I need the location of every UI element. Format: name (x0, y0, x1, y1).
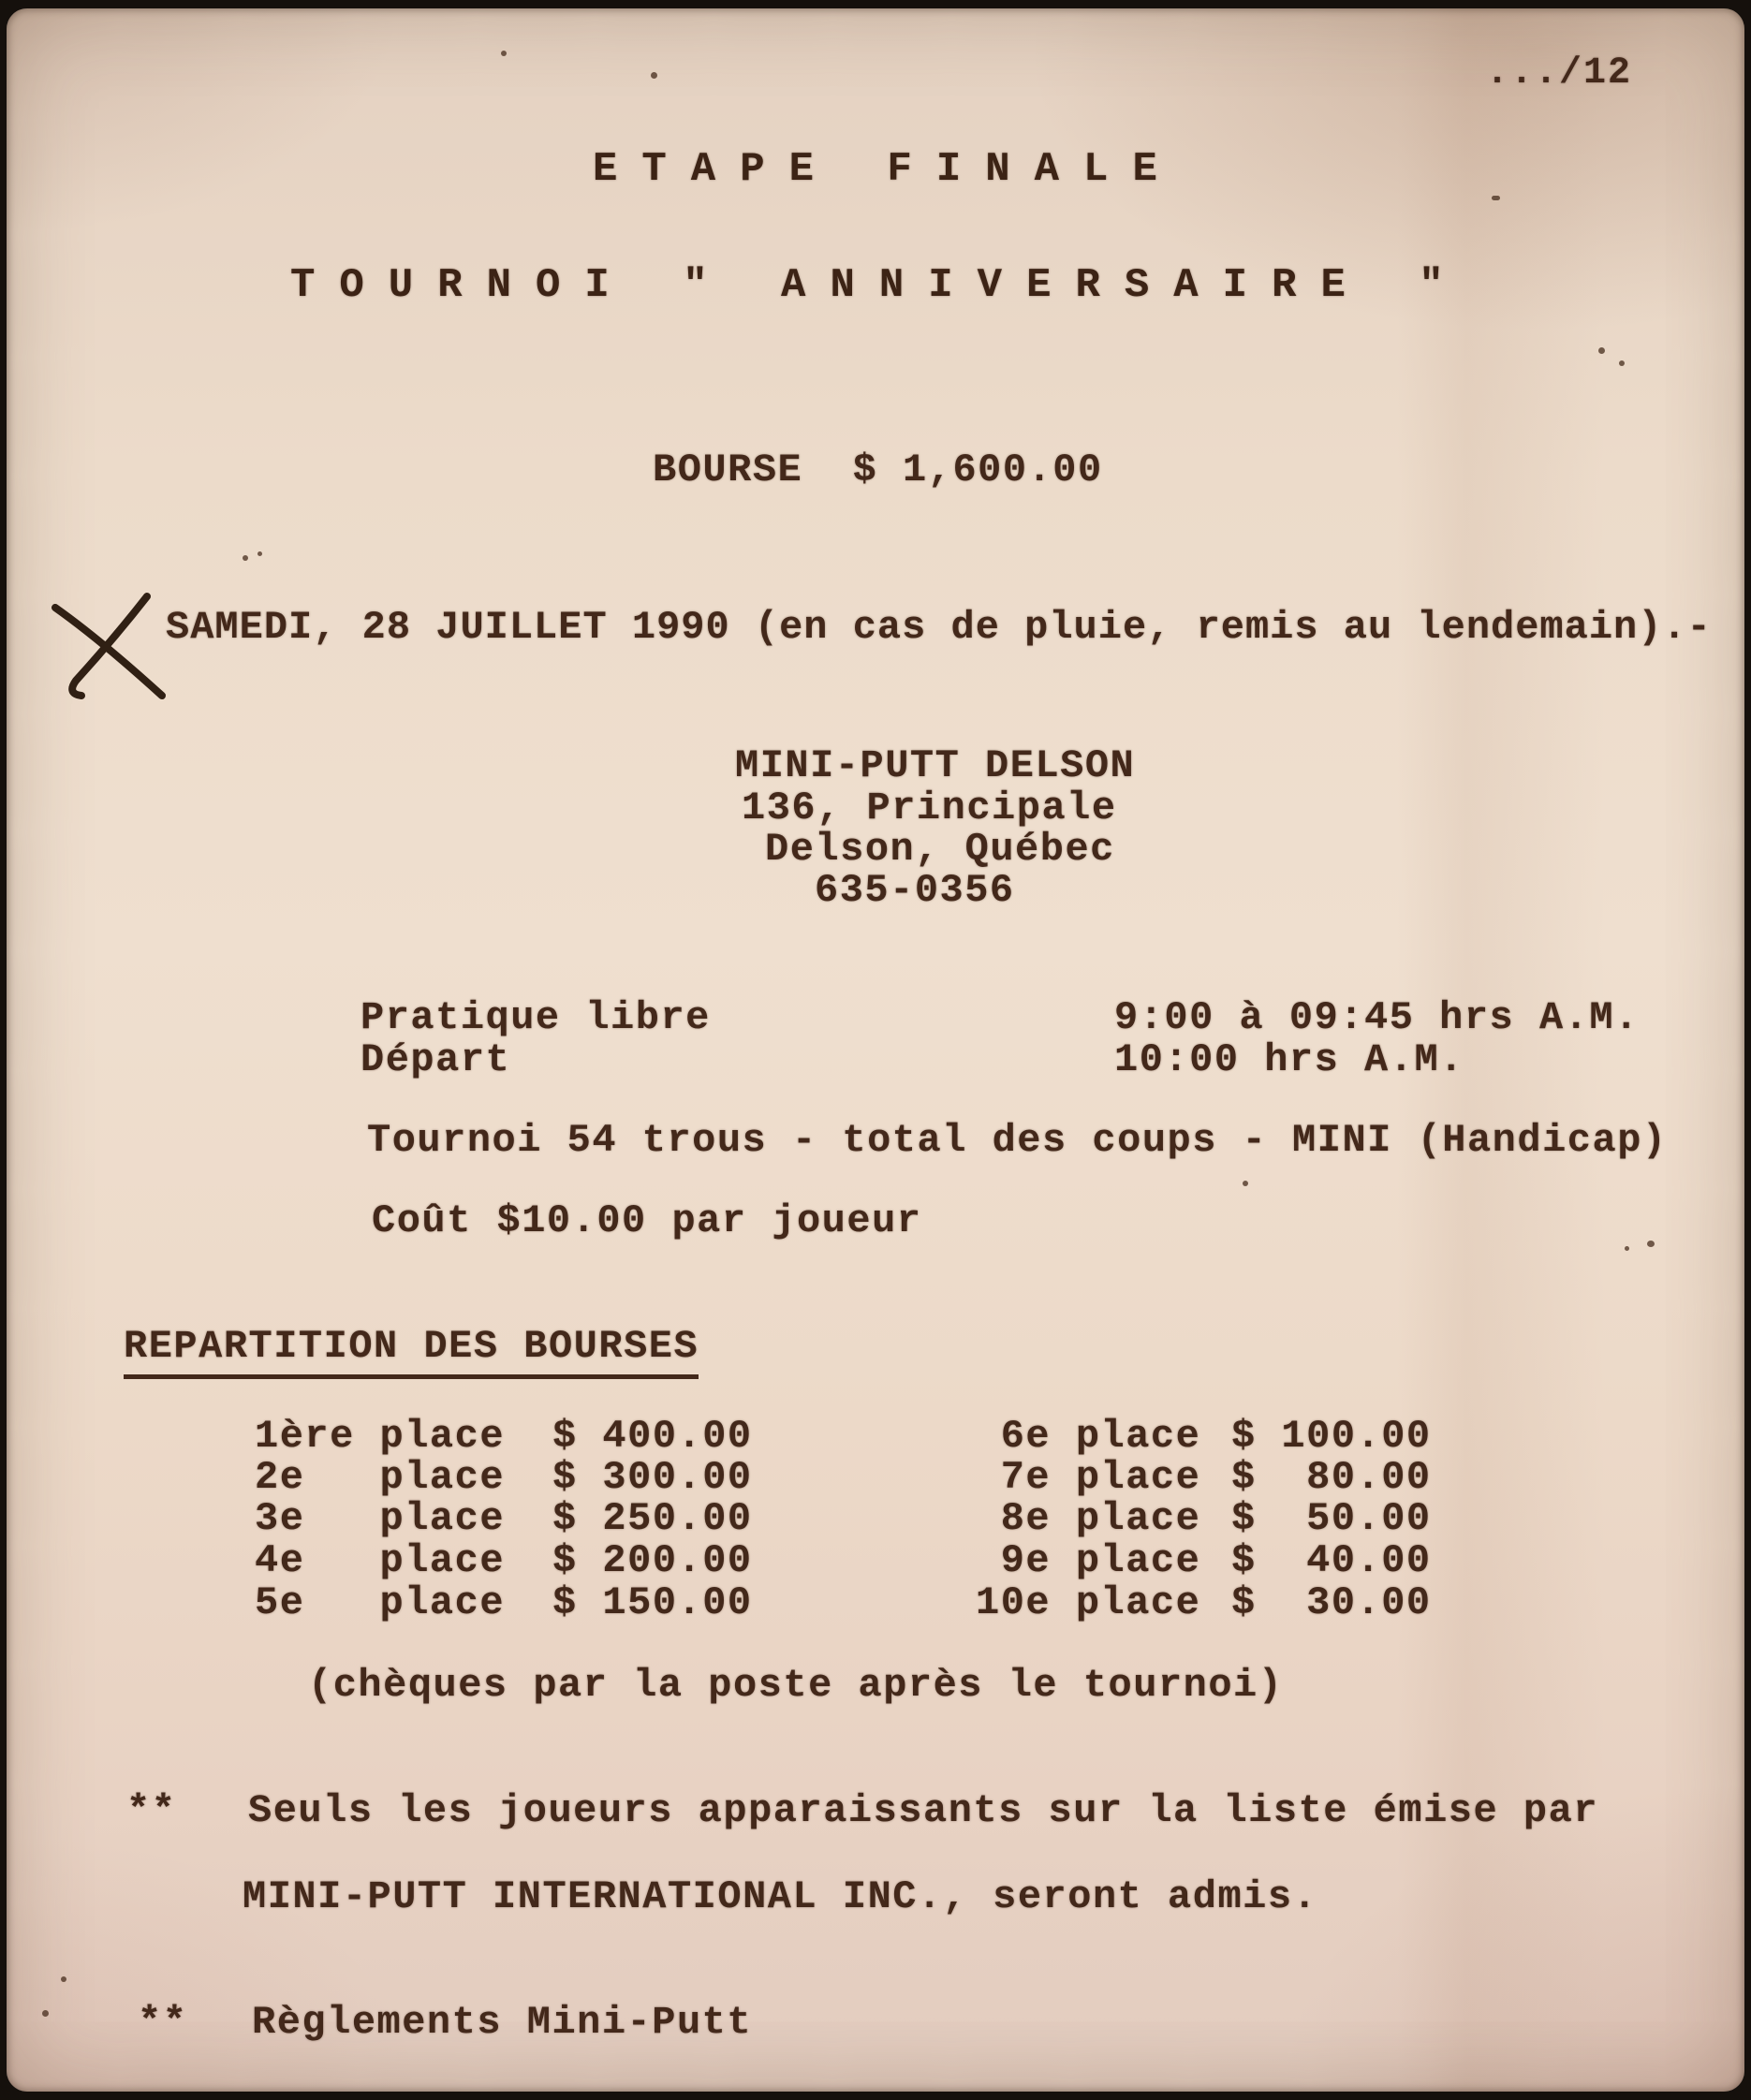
purse-line: BOURSE $ 1,600.00 (653, 448, 1103, 492)
scan-speck (1598, 347, 1605, 354)
prize-amount: $ 200.00 (552, 1538, 753, 1583)
prize-place: 4e place (255, 1538, 506, 1583)
scan-speck (243, 555, 248, 561)
scan-speck (61, 1976, 66, 1982)
scan-speck (1619, 360, 1625, 366)
schedule-time-practice: 9:00 à 09:45 hrs A.M. (1114, 995, 1640, 1040)
prize-amount: $ 400.00 (552, 1414, 753, 1459)
prize-place: 7e place (976, 1455, 1201, 1500)
prize-amount: $ 300.00 (552, 1455, 753, 1500)
date-line: SAMEDI, 28 JUILLET 1990 (en cas de pluie, remis au lendemain).- (166, 605, 1712, 650)
footnote-text: MINI-PUTT INTERNATIONAL INC., seront admis. (243, 1874, 1318, 1919)
page-title: ETAPE FINALE (593, 146, 1182, 193)
venue-city: Delson, Québec (765, 827, 1115, 872)
schedule-label-practice: Pratique libre (360, 995, 711, 1040)
format-line: Tournoi 54 trous - total des coups - MINI (Handicap) (367, 1118, 1668, 1163)
prize-place: 9e place (976, 1538, 1201, 1583)
scan-speck (1492, 196, 1500, 200)
prize-amount: $ 30.00 (1231, 1580, 1432, 1625)
prize-place: 5e place (255, 1580, 506, 1625)
page-number: .../12 (1486, 52, 1633, 95)
prize-amount: $ 150.00 (552, 1580, 753, 1625)
venue-name: MINI-PUTT DELSON (735, 743, 1136, 788)
prize-place: 8e place (976, 1496, 1201, 1541)
prize-amount: $ 250.00 (552, 1496, 753, 1541)
prize-amount: $ 100.00 (1231, 1414, 1432, 1459)
prizes-heading: REPARTITION DES BOURSES (124, 1325, 699, 1379)
scan-speck (501, 51, 507, 56)
venue-street: 136, Principale (742, 786, 1117, 830)
scan-speck (651, 72, 657, 79)
schedule-time-start: 10:00 hrs A.M. (1114, 1037, 1464, 1082)
scan-speck (42, 2010, 49, 2017)
prize-place: 10e place (976, 1580, 1201, 1625)
schedule-label-start: Départ (360, 1037, 511, 1082)
scan-speck (1647, 1241, 1655, 1247)
prize-place: 3e place (255, 1496, 506, 1541)
scan-speck (1625, 1246, 1629, 1251)
tournament-title: TOURNOI " ANNIVERSAIRE " (290, 262, 1468, 309)
cheque-note: (chèques par la poste après le tournoi) (308, 1663, 1284, 1708)
venue-phone: 635-0356 (815, 868, 1015, 913)
scan-speck (1243, 1181, 1248, 1186)
scan-speck (258, 551, 262, 556)
prize-place: 6e place (976, 1414, 1201, 1459)
paper-sheet (7, 8, 1744, 2092)
footnote-marker: ** (138, 2000, 188, 2045)
footnote-text: Seuls les joueurs apparaissants sur la liste émise par (248, 1788, 1599, 1833)
prize-amount: $ 40.00 (1231, 1538, 1432, 1583)
footnote-marker: ** (126, 1788, 177, 1833)
cost-line: Coût $10.00 par joueur (372, 1198, 922, 1243)
footnote-text: Règlements Mini-Putt (252, 2000, 753, 2045)
prize-amount: $ 80.00 (1231, 1455, 1432, 1500)
prize-amount: $ 50.00 (1231, 1496, 1432, 1541)
prize-place: 2e place (255, 1455, 506, 1500)
prize-place: 1ère place (255, 1414, 506, 1459)
